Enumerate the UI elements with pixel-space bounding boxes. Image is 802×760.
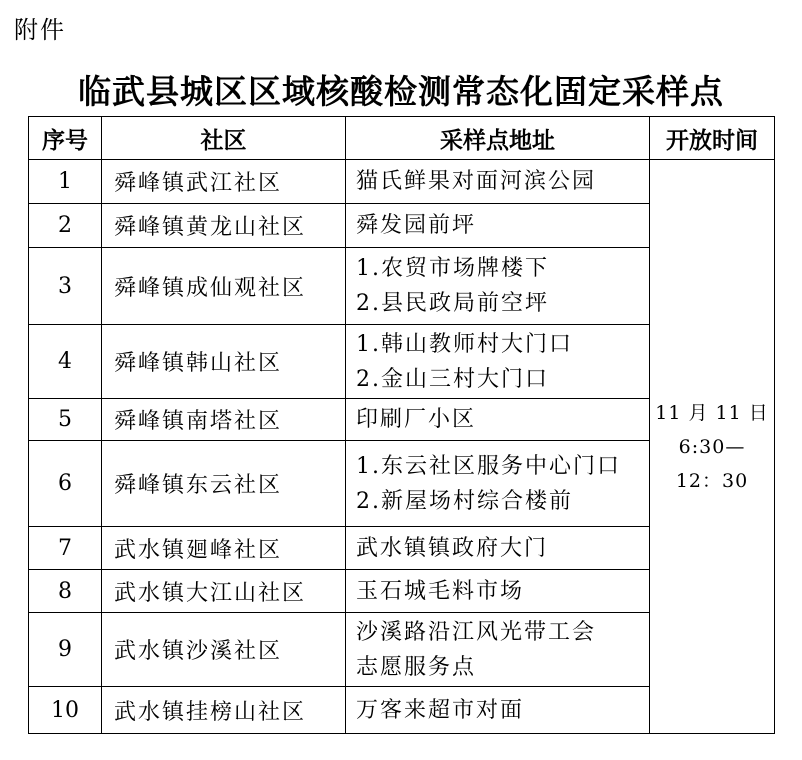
row-address (346, 160, 650, 204)
column-header-open-time: 开放时间 (650, 117, 775, 160)
row-number: 2 (29, 204, 102, 248)
attachment-label: 附件 (14, 16, 66, 44)
open-time-start: 6:30— (678, 435, 746, 458)
row-number: 6 (29, 441, 102, 527)
row-community: 舜峰镇韩山社区 (102, 325, 346, 399)
row-community: 舜峰镇南塔社区 (102, 399, 346, 441)
address-line: 1.农贸市场牌楼下 (356, 256, 549, 281)
row-address (346, 399, 650, 441)
row-number: 4 (29, 325, 102, 399)
row-address (346, 248, 650, 325)
page-title: 临武县城区区域核酸检测常态化固定采样点 (78, 72, 724, 111)
open-time-end: 12：30 (675, 469, 749, 492)
row-number: 7 (29, 527, 102, 570)
row-community: 舜峰镇成仙观社区 (102, 248, 346, 325)
row-address (346, 613, 650, 687)
column-header-number: 序号 (29, 117, 102, 160)
row-community: 武水镇廻峰社区 (102, 527, 346, 570)
row-number: 9 (29, 613, 102, 687)
row-community: 舜峰镇黄龙山社区 (102, 204, 346, 248)
table-header-row (29, 117, 775, 160)
row-number: 8 (29, 570, 102, 613)
open-time-date: 11 月 11 日 (655, 401, 769, 424)
row-number: 10 (29, 687, 102, 734)
row-address (346, 527, 650, 570)
address-line: 志愿服务点 (356, 654, 477, 680)
row-address (346, 325, 650, 399)
address-line: 印刷厂小区 (356, 407, 477, 432)
address-line: 玉石城毛料市场 (356, 578, 525, 604)
address-line: 万客来超市对面 (356, 697, 525, 723)
row-number: 1 (29, 160, 102, 204)
open-time-cell (650, 160, 775, 734)
row-number: 5 (29, 399, 102, 441)
table-row (29, 160, 775, 204)
address-line: 2.新屋场村综合楼前 (356, 488, 573, 514)
row-number: 3 (29, 248, 102, 325)
address-line: 武水镇镇政府大门 (356, 535, 549, 561)
column-header-community: 社区 (102, 117, 346, 160)
address-line: 猫氏鲜果对面河滨公园 (356, 169, 597, 194)
sampling-points-table (28, 116, 775, 734)
row-community: 舜峰镇武江社区 (102, 160, 346, 204)
row-address (346, 570, 650, 613)
row-community: 武水镇大江山社区 (102, 570, 346, 613)
address-line: 沙溪路沿江风光带工会 (356, 619, 597, 645)
row-address (346, 687, 650, 734)
row-community: 武水镇沙溪社区 (102, 613, 346, 687)
address-line: 1.东云社区服务中心门口 (356, 453, 621, 479)
address-line: 2.金山三村大门口 (356, 366, 549, 392)
address-line: 1.韩山教师村大门口 (356, 331, 573, 357)
row-address (346, 441, 650, 527)
row-community: 舜峰镇东云社区 (102, 441, 346, 527)
address-line: 舜发园前坪 (356, 213, 477, 238)
row-community: 武水镇挂榜山社区 (102, 687, 346, 734)
row-address (346, 204, 650, 248)
address-line: 2.县民政局前空坪 (356, 291, 549, 316)
column-header-address: 采样点地址 (346, 117, 650, 160)
